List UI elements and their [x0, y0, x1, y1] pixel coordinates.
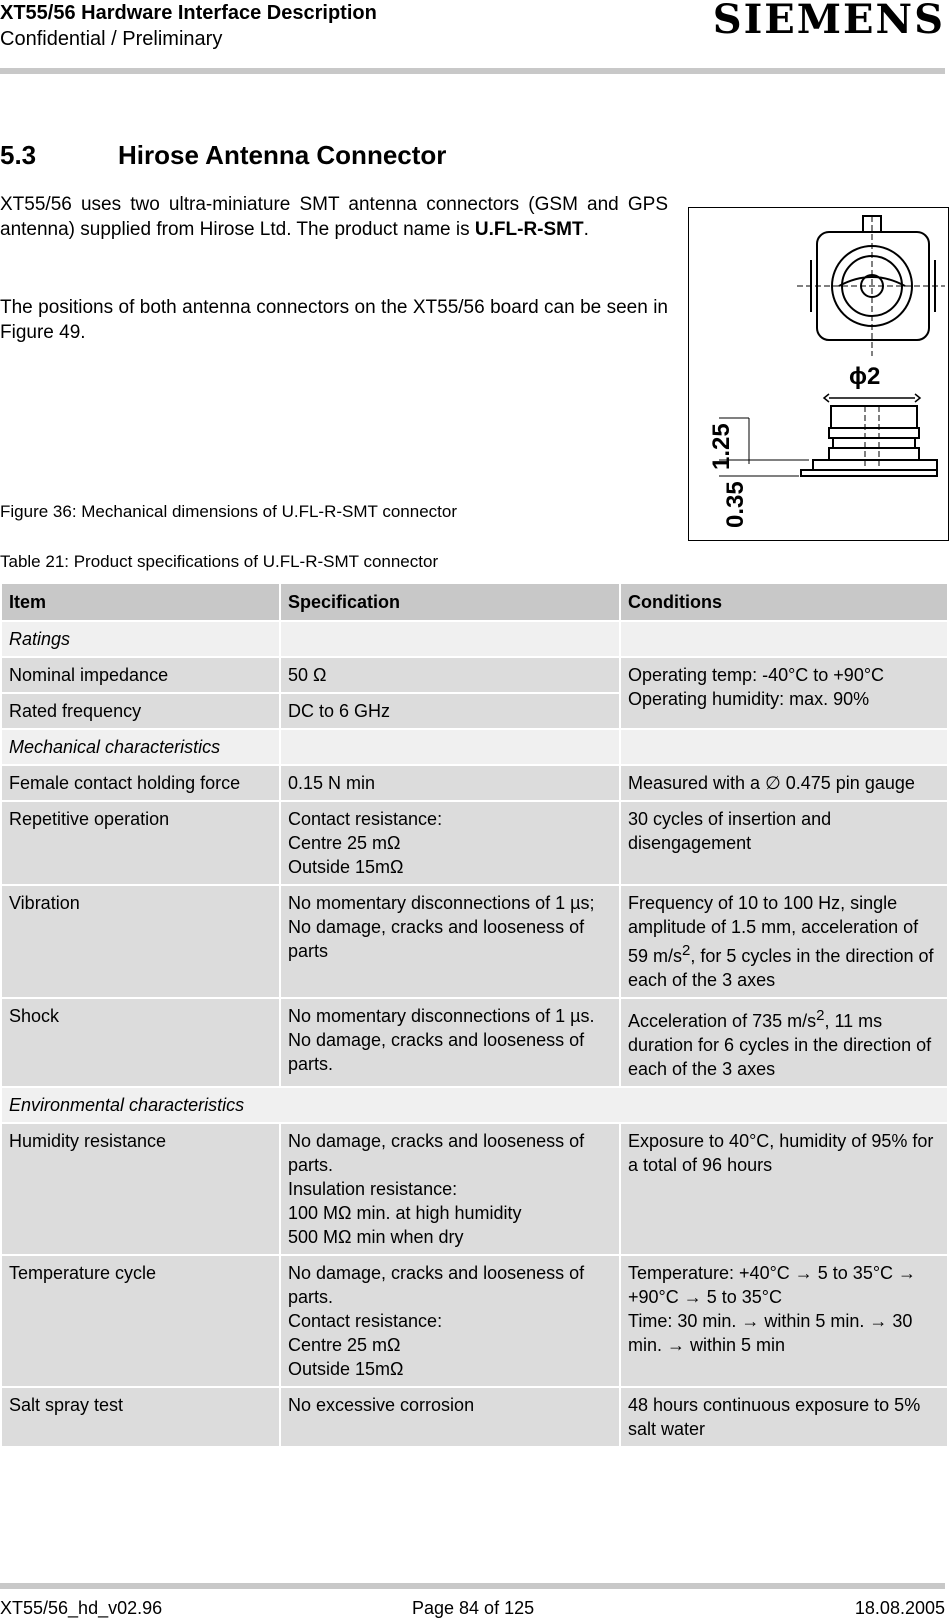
section-label: Environmental characteristics [1, 1087, 948, 1123]
spec-line: 100 MΩ min. at high humidity [288, 1203, 522, 1223]
spec-line: No momentary disconnections of 1 µs; [288, 893, 595, 913]
conditions-cell [620, 885, 948, 998]
table-row [1, 765, 948, 801]
table-row [1, 1123, 948, 1255]
conditions-cell [620, 998, 948, 1087]
connector-drawing [688, 207, 949, 541]
figure-caption: Figure 36: Mechanical dimensions of U.FL-R-SMT connector [0, 502, 457, 521]
spec-line: No damage, cracks and looseness of parts [288, 917, 585, 961]
conditions-cell: Measured with a ∅ 0.475 pin gauge [620, 765, 948, 801]
spec-line: Outside 15mΩ [288, 1359, 404, 1379]
spec-line: No damage, cracks and looseness of parts. [288, 1131, 585, 1175]
base-label: 0.35 [722, 481, 749, 528]
height-label: 1.25 [708, 423, 735, 470]
footer-page-number: Page 84 of 125 [412, 1598, 535, 1618]
spec-cell: No excessive corrosion [280, 1387, 620, 1447]
table-row [1, 657, 948, 693]
section-heading [0, 140, 446, 171]
cond-text: Frequency of 10 to 100 Hz, single amplitude of 1.5 mm, acceleration of 59 m/s [628, 893, 919, 966]
spec-line: Centre 25 mΩ [288, 1335, 401, 1355]
section-row-ratings [1, 621, 948, 657]
spec-line: Outside 15mΩ [288, 857, 404, 877]
header-subtitle: Confidential / Preliminary [0, 28, 223, 50]
spec-line: No momentary disconnections of 1 µs. [288, 1006, 595, 1026]
table-row [1, 801, 948, 885]
table-row [1, 998, 948, 1087]
spec-cell [280, 885, 620, 998]
conditions-cell: 48 hours continuous exposure to 5% salt water [620, 1387, 948, 1447]
intro-paragraph-1 [0, 193, 668, 242]
cond-text: Acceleration of 735 m/s [628, 1011, 817, 1031]
spec-cell: DC to 6 GHz [280, 693, 620, 729]
table-row [1, 885, 948, 998]
diameter-label: ϕ2 [849, 363, 881, 390]
item-cell: Rated frequency [1, 693, 280, 729]
column-header-item: Item [1, 583, 280, 621]
spec-table [0, 582, 949, 1448]
conditions-cell [620, 1255, 948, 1387]
table-row [1, 1387, 948, 1447]
item-cell: Repetitive operation [1, 801, 280, 885]
header-title: XT55/56 Hardware Interface Description [0, 2, 377, 24]
footer-date: 18.08.2005 [854, 1598, 945, 1618]
spec-cell: 50 Ω [280, 657, 620, 693]
conditions-cell [620, 657, 948, 729]
table-row [1, 1255, 948, 1387]
cond-text: , 11 ms duration for 6 cycles in the direction of each of the 3 axes [628, 1011, 932, 1079]
intro-text: XT55/56 uses two ultra-miniature SMT antenna connectors (GSM and GPS antenna) supplied from Hirose Ltd. The product name is [0, 194, 668, 240]
column-header-specification: Specification [280, 583, 620, 621]
footer-rule [0, 1583, 945, 1589]
item-cell: Female contact holding force [1, 765, 280, 801]
table-caption: Table 21: Product specifications of U.FL-R-SMT connector [0, 552, 439, 571]
item-cell: Shock [1, 998, 280, 1087]
item-cell: Vibration [1, 885, 280, 998]
cond-line: Time: 30 min. → within 5 min. → 30 min. → within 5 min [628, 1311, 913, 1355]
spec-line: No damage, cracks and looseness of parts. [288, 1263, 585, 1307]
section-row-mechanical [1, 729, 948, 765]
section-number: 5.3 [0, 140, 37, 170]
conditions-cell: Exposure to 40°C, humidity of 95% for a total of 96 hours [620, 1123, 948, 1255]
intro-period: . [583, 218, 589, 240]
cond-line: Temperature: +40°C → 5 to 35°C → +90°C → 5 to 35°C [628, 1263, 917, 1307]
cond-line: Operating temp: -40°C to +90°C [628, 665, 885, 685]
connector-diagram [689, 208, 948, 540]
product-name: U.FL-R-SMT [474, 218, 584, 240]
footer-doc-id: XT55/56_hd_v02.96 [0, 1598, 163, 1618]
spec-line: 500 MΩ min when dry [288, 1227, 464, 1247]
intro-paragraph-2: The positions of both antenna connectors on the XT55/56 board can be seen in Figure 49. [0, 297, 668, 343]
item-cell: Salt spray test [1, 1387, 280, 1447]
siemens-logo: SIEMENS [712, 0, 945, 43]
spec-cell [280, 998, 620, 1087]
spec-line: Contact resistance: [288, 1311, 443, 1331]
spec-line: No damage, cracks and looseness of parts. [288, 1030, 585, 1074]
column-header-conditions: Conditions [620, 583, 948, 621]
spec-line: Centre 25 mΩ [288, 833, 401, 853]
section-row-environmental [1, 1087, 948, 1123]
spec-line: Contact resistance: [288, 809, 443, 829]
table-header-row [1, 583, 948, 621]
superscript: 2 [682, 942, 691, 959]
cond-line: Operating humidity: max. 90% [628, 689, 870, 709]
spec-cell [280, 1123, 620, 1255]
item-cell: Humidity resistance [1, 1123, 280, 1255]
section-title: Hirose Antenna Connector [118, 140, 447, 170]
item-cell: Temperature cycle [1, 1255, 280, 1387]
cond-text: , for 5 cycles in the direction of each of the 3 axes [628, 946, 934, 990]
section-label: Mechanical characteristics [1, 729, 280, 765]
header-rule [0, 68, 945, 74]
section-label: Ratings [1, 621, 280, 657]
spec-cell: 0.15 N min [280, 765, 620, 801]
spec-cell [280, 1255, 620, 1387]
superscript: 2 [816, 1007, 825, 1024]
spec-cell [280, 801, 620, 885]
conditions-cell: 30 cycles of insertion and disengagement [620, 801, 948, 885]
item-cell: Nominal impedance [1, 657, 280, 693]
spec-line: Insulation resistance: [288, 1179, 458, 1199]
